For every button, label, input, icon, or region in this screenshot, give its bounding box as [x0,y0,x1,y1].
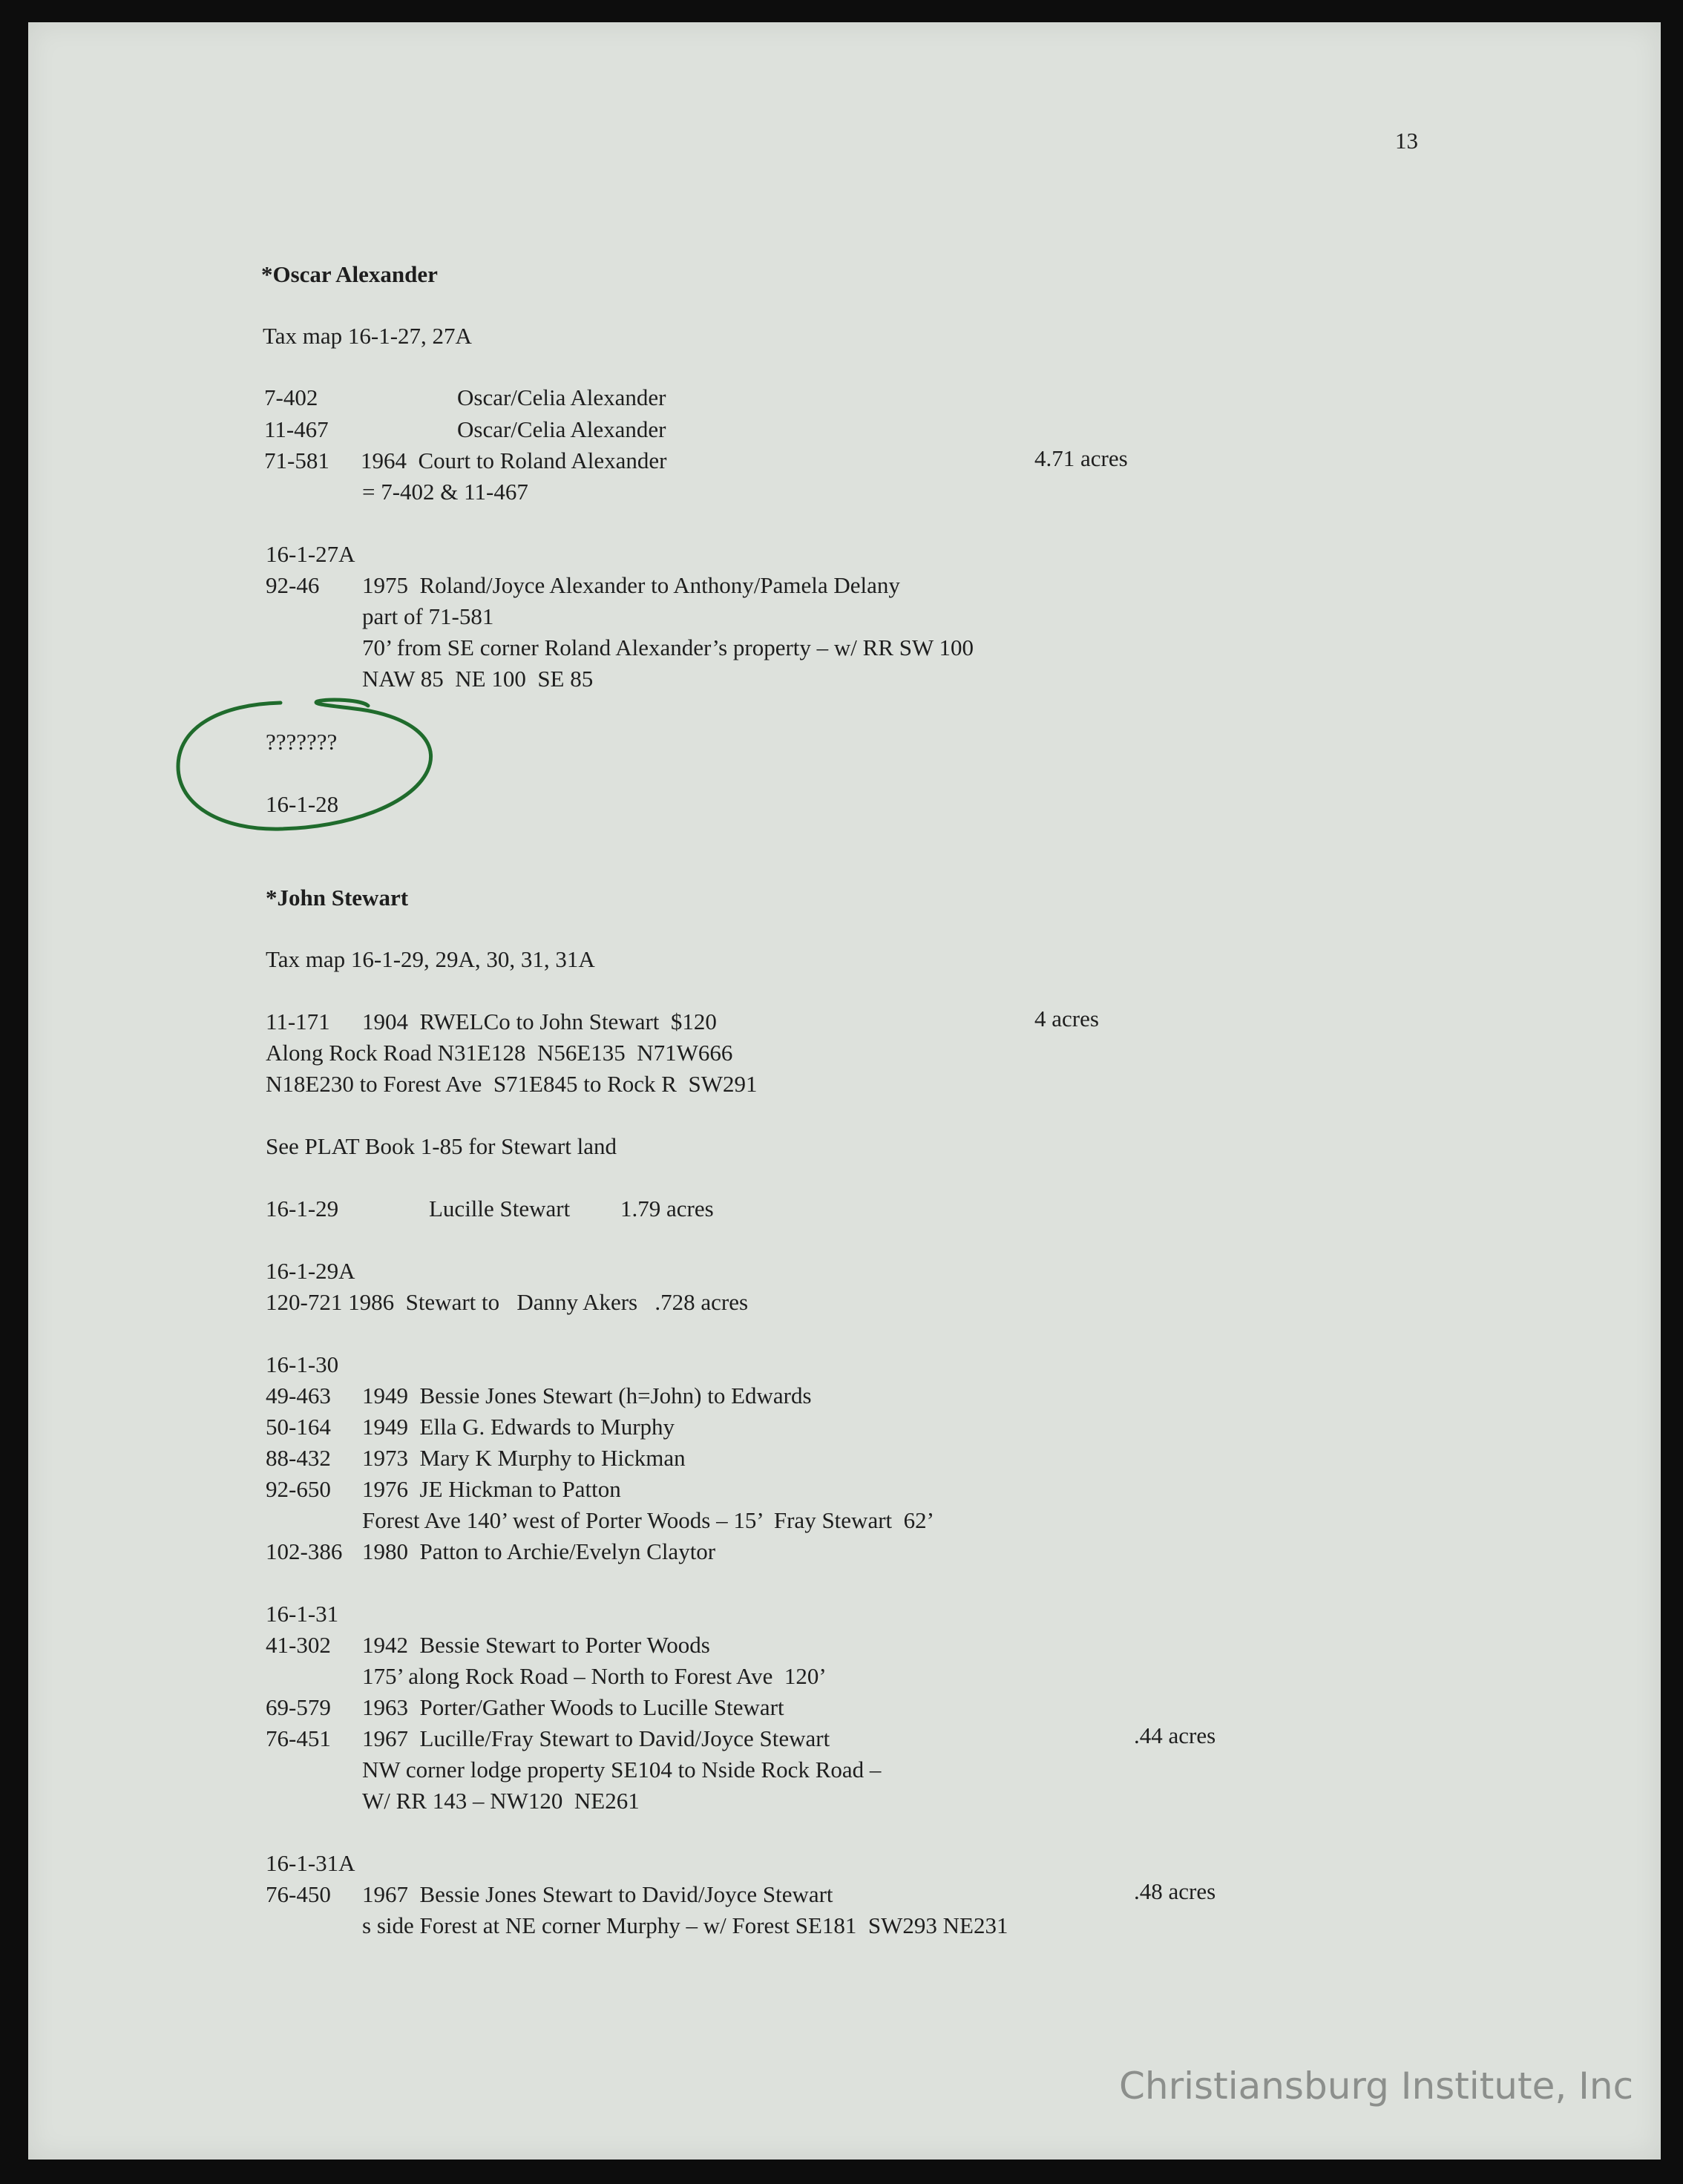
parcel-id: 16-1-29 [266,1196,339,1221]
tax-map-line: Tax map 16-1-29, 29A, 30, 31, 31A [266,946,595,972]
deed-acres: 4 acres [1034,1006,1099,1032]
deed-text: = 7-402 & 11-467 [362,479,528,505]
deed-ref: 50-164 [266,1414,331,1440]
deed-ref: 7-402 [264,384,318,410]
parcel-id: 16-1-29A [266,1258,355,1284]
page-number: 13 [1395,128,1418,154]
deed-ref: 102-386 [266,1538,343,1564]
deed-acres: .48 acres [1134,1878,1216,1904]
deed-text: 1942 Bessie Stewart to Porter Woods [362,1632,710,1658]
deed-text: Forest Ave 140’ west of Porter Woods – 15’ Fray Stewart 62’ [362,1507,934,1533]
deed-acres: 4.71 acres [1034,445,1128,471]
deed-text: s side Forest at NE corner Murphy – w/ Forest SE181 SW293 NE231 [362,1912,1008,1938]
deed-acres: .44 acres [1134,1722,1216,1748]
deed-text: 1976 JE Hickman to Patton [362,1476,621,1502]
deed-text: 1964 Court to Roland Alexander [361,447,667,473]
handwritten-circle-mark [169,694,436,842]
deed-text: 1980 Patton to Archie/Evelyn Claytor [362,1538,716,1564]
deed-text: 175’ along Rock Road – North to Forest Ave 120’ [362,1663,827,1689]
deed-ref: 92-650 [266,1476,331,1502]
deed-text: Oscar/Celia Alexander [457,416,666,442]
parcel-id: 16-1-31A [266,1850,355,1876]
parcel-id: 16-1-28 [266,791,339,817]
deed-text: 1975 Roland/Joyce Alexander to Anthony/Pamela Delany [362,572,900,598]
section-heading-john-stewart: *John Stewart [266,885,409,911]
parcel-acres: 1.79 acres [620,1196,714,1221]
deed-text: NW corner lodge property SE104 to Nside Rock Road – [362,1757,882,1783]
tax-map-line: Tax map 16-1-27, 27A [263,323,472,349]
unknown-marker: ??????? [266,729,338,755]
parcel-id: 16-1-31 [266,1601,339,1627]
institution-watermark: Christiansburg Institute, Inc [1119,2065,1634,2108]
deed-text: 1949 Bessie Jones Stewart (h=John) to Edwards [362,1383,812,1409]
deed-ref: 69-579 [266,1694,331,1720]
deed-text: 1949 Ella G. Edwards to Murphy [362,1414,675,1440]
deed-text: 1973 Mary K Murphy to Hickman [362,1445,686,1471]
section-heading-oscar-alexander: *Oscar Alexander [261,261,438,287]
parcel-id: 16-1-27A [266,541,355,567]
deed-text: W/ RR 143 – NW120 NE261 [362,1788,640,1814]
deed-ref: 41-302 [266,1632,331,1658]
deed-ref: 76-451 [266,1725,331,1751]
deed-text: part of 71-581 [362,603,494,629]
deed-ref: 11-171 [266,1009,330,1034]
deed-ref: 88-432 [266,1445,331,1471]
deed-text: 1967 Lucille/Fray Stewart to David/Joyce Stewart [362,1725,830,1751]
deed-text: Along Rock Road N31E128 N56E135 N71W666 [266,1040,733,1066]
deed-ref: 71-581 [264,447,329,473]
deed-ref: 11-467 [264,416,329,442]
deed-text: 120-721 1986 Stewart to Danny Akers .728 acres [266,1289,749,1315]
parcel-owner: Lucille Stewart [429,1196,571,1221]
deed-ref: 76-450 [266,1881,331,1907]
deed-text: N18E230 to Forest Ave S71E845 to Rock R SW291 [266,1071,758,1097]
parcel-id: 16-1-30 [266,1351,339,1377]
deed-ref: 92-46 [266,572,320,598]
deed-text: Oscar/Celia Alexander [457,384,666,410]
plat-note: See PLAT Book 1-85 for Stewart land [266,1133,617,1159]
deed-text: NAW 85 NE 100 SE 85 [362,666,594,692]
deed-ref: 49-463 [266,1383,331,1409]
deed-text: 70’ from SE corner Roland Alexander’s property – w/ RR SW 100 [362,634,974,660]
deed-text: 1904 RWELCo to John Stewart $120 [362,1009,717,1034]
deed-text: 1963 Porter/Gather Woods to Lucille Stewart [362,1694,784,1720]
deed-text: 1967 Bessie Jones Stewart to David/Joyce Stewart [362,1881,833,1907]
